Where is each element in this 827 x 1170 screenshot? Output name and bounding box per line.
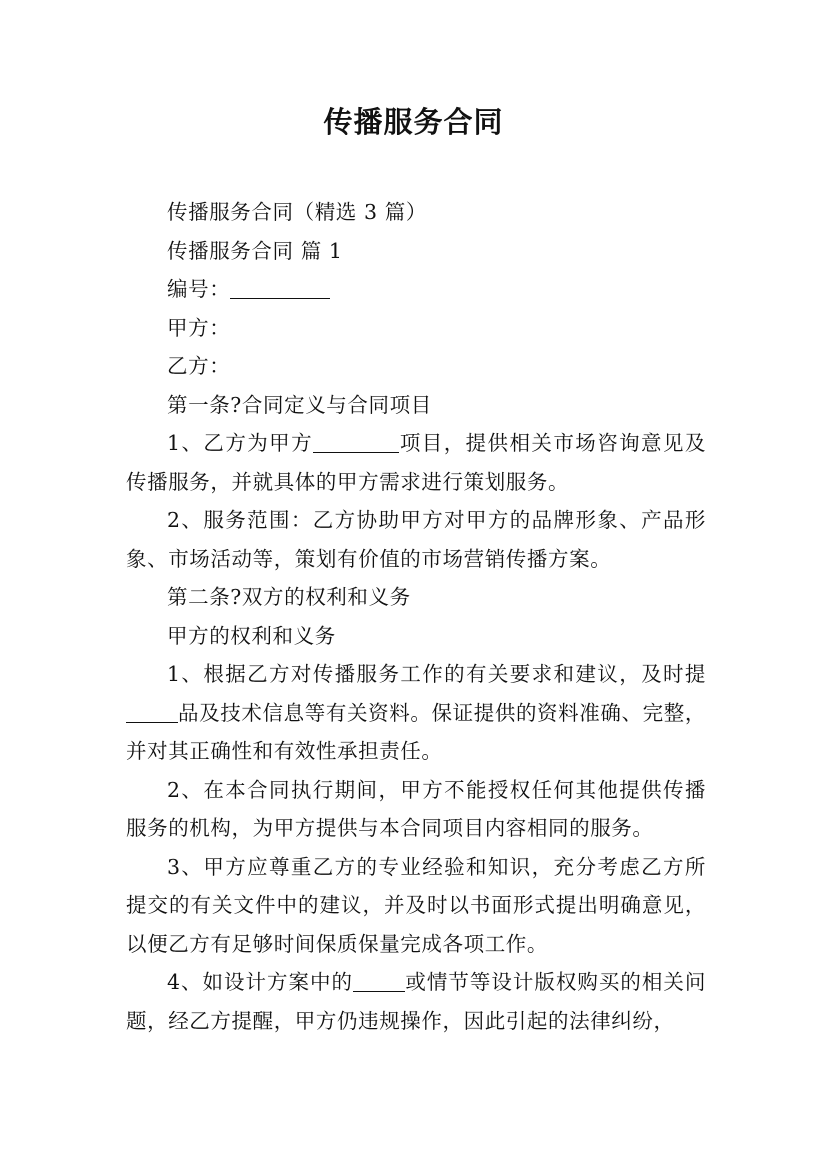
article1-item1-before: 1、乙方为甲方 (167, 431, 314, 455)
article2-item1 (126, 655, 706, 771)
article2-item4-before: 4、如设计方案中的 (167, 970, 354, 994)
project-name-blank (313, 432, 399, 454)
number-blank (230, 278, 330, 300)
article1-heading: 第一条?合同定义与合同项目 (167, 392, 432, 417)
number-field (126, 270, 706, 309)
document-body (126, 193, 706, 1040)
subtitle-line: 传播服务合同（精选 3 篇） (167, 200, 427, 224)
design-blank (353, 971, 405, 993)
article2-heading: 第二条?双方的权利和义务 (167, 585, 411, 609)
article2-item2: 2、在本合同执行期间，甲方不能授权任何其他提供传播服务的机构，为甲方提供与本合同项目内容相同的服务。 (126, 777, 706, 840)
article2-item1-after: 品及技术信息等有关资料。保证提供的资料准确、完整，并对其正确性和有效性承担责任。 (126, 700, 706, 763)
article2-item4-after: 或情节等设计版权购买的相关问题，经乙方提醒，甲方仍违规操作，因此引起的法律纠纷， (126, 970, 706, 1033)
party-a-field: 甲方： (167, 315, 231, 340)
article2-item3: 3、甲方应尊重乙方的专业经验和知识，充分考虑乙方所提交的有关文件中的建议，并及时以书面形式提出明确意见，以便乙方有足够时间保质保量完成各项工作。 (126, 854, 706, 956)
article2-item1-before: 1、根据乙方对传播服务工作的有关要求和建议，及时提 (167, 662, 706, 686)
article1-item1-after: 项目，提供相关市场咨询意见及传播服务，并就具体的甲方需求进行策划服务。 (126, 431, 706, 494)
product-blank (126, 701, 178, 723)
article1-item1 (126, 424, 706, 501)
article2-subheading: 甲方的权利和义务 (167, 623, 336, 648)
party-b-field: 乙方： (167, 354, 231, 378)
article1-item2: 2、服务范围：乙方协助甲方对甲方的品牌形象、产品形象、市场活动等，策划有价值的市场营销传播方案。 (126, 508, 706, 571)
number-label: 编号： (167, 277, 231, 301)
document-title: 传播服务合同 (323, 105, 504, 139)
article2-item4 (126, 963, 706, 1040)
part-heading: 传播服务合同 篇 1 (167, 238, 343, 263)
